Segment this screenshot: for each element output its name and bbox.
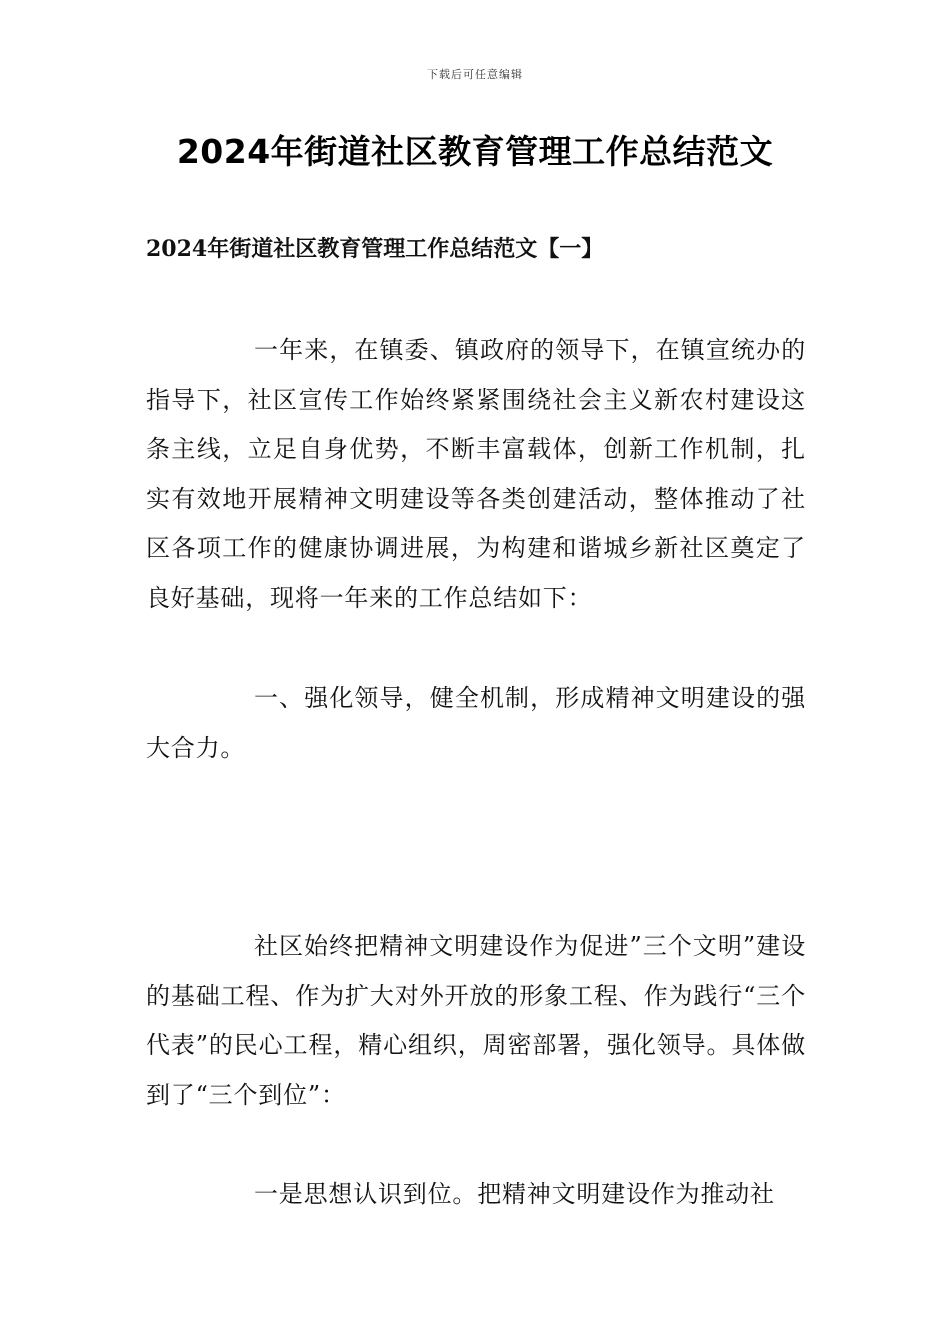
body-paragraph: 社区始终把精神文明建设作为促进”三个文明”建设的基础工程、作为扩大对外开放的形象工程、作为践行“三个代表”的民心工程，精心组织，周密部署，强化领导。具体做到了“三个到位”： [146,932,806,1109]
document-title: 2024年街道社区教育管理工作总结范文 [176,132,774,171]
body-paragraph: 一是思想认识到位。把精神文明建设作为推动社 [254,1180,775,1208]
section-title: 2024年街道社区教育管理工作总结范文【一】 [146,236,604,262]
header-note: 下载后可任意编辑 [427,68,523,81]
body-paragraph: 一年来，在镇委、镇政府的领导下，在镇宣统办的指导下，社区宣传工作始终紧紧围绕社会主义新农村建设这条主线，立足自身优势，不断丰富载体，创新工作机制，扎实有效地开展精神文明建设等各类创建活动，整体推动了社区各项工作的健康协调进展，为构建和谐城乡新社区奠定了良好基础，现将一年来的工作总结如下： [146,336,806,612]
body-paragraph: 一、强化领导，健全机制，形成精神文明建设的强大合力。 [146,684,806,762]
